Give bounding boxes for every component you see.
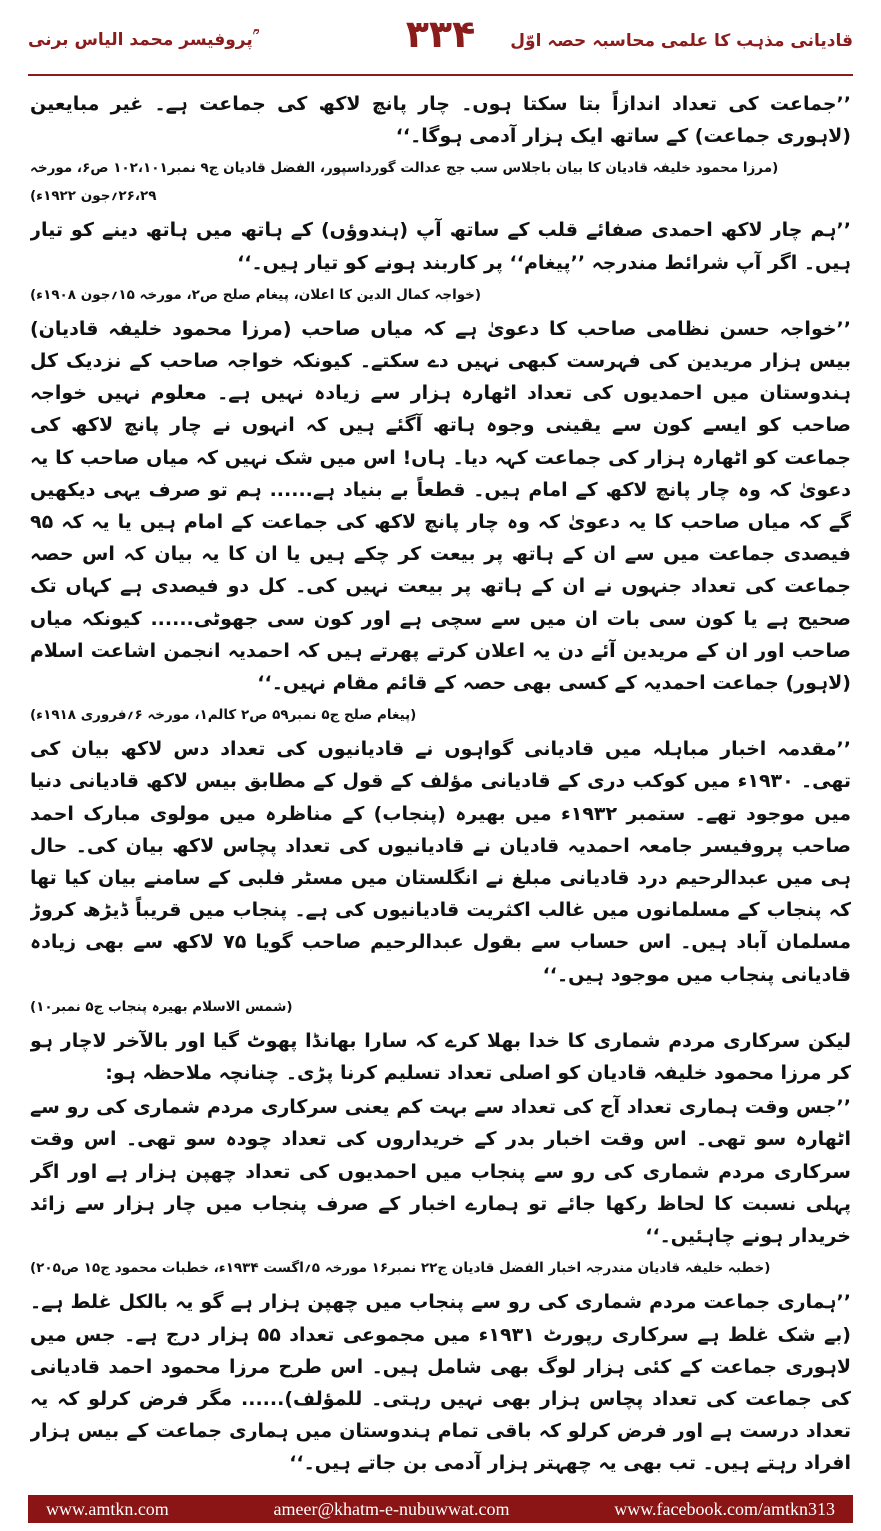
paragraph: ’’جماعت کی تعداد اندازاً بتا سکتا ہوں۔ چار پانچ لاکھ کی جماعت ہے۔ غیر مبایعین (لاہوری جماعت) کے ساتھ ایک ہزار آدمی ہوگا۔‘‘ xyxy=(30,93,851,148)
paragraph: ’’ہم چار لاکھ احمدی صفائے قلب کے ساتھ آپ (ہندوؤں) کے ہاتھ میں ہاتھ دینے کو تیار ہیں۔ اگر آپ شرائط مندرجہ ’’پیغام‘‘ پر کاربند ہونے کو تیار ہیں۔‘‘ xyxy=(30,219,851,274)
citation: (مرزا محمود خلیفہ قادیان کا بیان باجلاس سب جج عدالت گورداسپور، الفضل قادیان ج۹ نمبر۱۰۲،۱۰۱ ص۶، مورخہ ۲۶،۲۹؍جون ۱۹۲۲ء) xyxy=(30,160,779,205)
paragraph: لیکن سرکاری مردم شماری کا خدا بھلا کرے کہ سارا بھانڈا پھوٹ گیا اور بالآخر لاچار ہو کر مرزا محمود خلیفہ قادیان کو اصلی تعداد تسلیم کرنا پڑی۔ چنانچہ ملاحظہ ہو: xyxy=(30,1029,851,1085)
book-title: قادیانی مذہب کا علمی محاسبہ حصہ اوّل xyxy=(510,31,853,51)
author-name: پروفیسر محمد الیاس برنی ؒ xyxy=(28,30,258,50)
page-footer xyxy=(28,1495,853,1523)
header-divider xyxy=(28,74,853,76)
page-body xyxy=(30,88,851,1479)
email-link[interactable]: ameer@khatm-e-nubuwwat.com xyxy=(273,1498,510,1519)
paragraph: ’’جس وقت ہماری تعداد آج کی تعداد سے بہت کم یعنی سرکاری مردم شماری کی رو سے اٹھارہ سو تھی۔ اس وقت اخبار بدر کے خریداروں کی تعداد چودہ سو تھی۔ اس وقت سرکاری مردم شماری کی رو سے پنجاب میں احمدیوں کی تعداد چھپن ہزار ہے اور اگر پہلی نسبت کا لحاظ رکھا جائے تو ہمارے اخبار کے صرف پنجاب میں چار ہزار سے زائد خریدار ہونے چاہئیں۔‘‘ xyxy=(30,1096,851,1248)
facebook-link[interactable]: www.facebook.com/amtkn313 xyxy=(614,1498,835,1519)
page-number: ۳۳۴ xyxy=(405,12,476,56)
page-header xyxy=(28,8,853,72)
website-link[interactable]: www.amtkn.com xyxy=(46,1498,169,1519)
citation: (خواجہ کمال الدین کا اعلان، پیغام صلح ص۲، مورخہ ۱۵؍جون ۱۹۰۸ء) xyxy=(30,286,482,303)
citation: (خطبہ خلیفہ قادیان مندرجہ اخبار الفضل قادیان ج۲۲ نمبر۱۶ مورخہ ۵؍اگست ۱۹۳۴ء، خطبات محمود ج۱۵ ص۲۰۵) xyxy=(30,1260,771,1277)
paragraph: ’’مقدمہ اخبار مباہلہ میں قادیانی گواہوں نے قادیانیوں کی تعداد دس لاکھ بیان کی تھی۔ ۱۹۳۰ء میں کوکب دری کے قادیانی مؤلف کے قول کے مطابق بیس لاکھ قادیانی دنیا میں موجود تھے۔ ستمبر ۱۹۳۲ء میں بھیرہ (پنجاب) کے مناظرہ میں مولوی مبارک احمد صاحب پروفیسر جامعہ احمدیہ قادیان نے قادیانیوں کی تعداد پچاس لاکھ بیان کی۔ حال ہی میں عبدالرحیم درد قادیانی مبلغ نے انگلستان میں مسٹر فلبی کے سامنے بیان کیا تھا کہ پنجاب کے مسلمانوں میں غالب اکثریت قادیانیوں کی ہے۔ پنجاب میں قریباً ڈیڑھ کروڑ مسلمان آباد ہیں۔ اس حساب سے بقول عبدالرحیم صاحب گویا ۷۵ لاکھ سے بھی زیادہ قادیانی پنجاب میں موجود ہیں۔‘‘ xyxy=(30,738,851,986)
paragraph: ’’ہماری جماعت مردم شماری کی رو سے پنجاب میں چھپن ہزار ہے گو یہ بالکل غلط ہے۔ (بے شک غلط ہے سرکاری رپورٹ ۱۹۳۱ء میں مجموعی تعداد ۵۵ ہزار درج ہے۔ جس میں لاہوری جماعت کے کئی ہزار لوگ بھی شامل ہیں۔ اس طرح مرزا محمود احمد قادیانی کی جماعت کی تعداد پچاس ہزار بھی نہیں رہتی۔ للمؤلف)...... مگر فرض کرلو کہ یہ تعداد درست ہے اور فرض کرلو کہ باقی تمام ہندوستان میں ہماری جماعت کے بیس ہزار افراد رہتے ہیں۔ تب بھی یہ چھہتر ہزار آدمی بن جاتے ہیں۔‘‘ xyxy=(30,1291,851,1475)
citation: (پیغام صلح ج۵ نمبر۵۹ ص۲ کالم۱، مورخہ ۶؍فروری ۱۹۱۸ء) xyxy=(30,707,417,724)
citation: (شمس الاسلام بھیرہ پنجاب ج۵ نمبر۱۰) xyxy=(30,998,293,1015)
paragraph: ’’خواجہ حسن نظامی صاحب کا دعویٰ ہے کہ میاں صاحب (مرزا محمود خلیفہ قادیان) بیس ہزار مریدین کی فہرست کبھی نہیں دے سکتے۔ کیونکہ خواجہ صاحب کے نزدیک کل ہندوستان میں احمدیوں کی تعداد اٹھارہ ہزار سے زیادہ نہیں ہے۔ معلوم نہیں خواجہ صاحب کو ایسے کون سے یقینی وجوہ ہاتھ آگئے ہیں کہ انہوں نے چار پانچ لاکھ کی جماعت کو اٹھارہ ہزار کی جماعت کہہ دیا۔ ہاں! اس میں شک نہیں کہ میاں صاحب کا یہ دعویٰ کہ وہ چار پانچ لاکھ کے امام ہیں۔ قطعاً بے بنیاد ہے...... ہم تو صرف یہی دیکھیں گے کہ میاں صاحب کا یہ دعویٰ کہ وہ چار پانچ لاکھ کی جماعت کے امام ہیں یا یہ کہ ۹۵ فیصدی جماعت میں سے ان کے ہاتھ پر بیعت کر چکے ہیں یا ان کا یہ بیان کہ اس حصہ جماعت کی تعداد جنہوں نے ان کے ہاتھ پر بیعت نہیں کی۔ کل دو فیصدی ہے کہاں تک صحیح ہے یا کون سی بات ان میں سے سچی ہے اور کون سی جھوٹی...... کیونکہ میاں صاحب اور ان کے مریدین آئے دن یہ اعلان کرتے پھرتے ہیں کہ احمدیہ انجمن اشاعت اسلام (لاہور) جماعت احمدیہ کے کسی بھی حصہ کے قائم مقام نہیں۔‘‘ xyxy=(30,317,851,695)
